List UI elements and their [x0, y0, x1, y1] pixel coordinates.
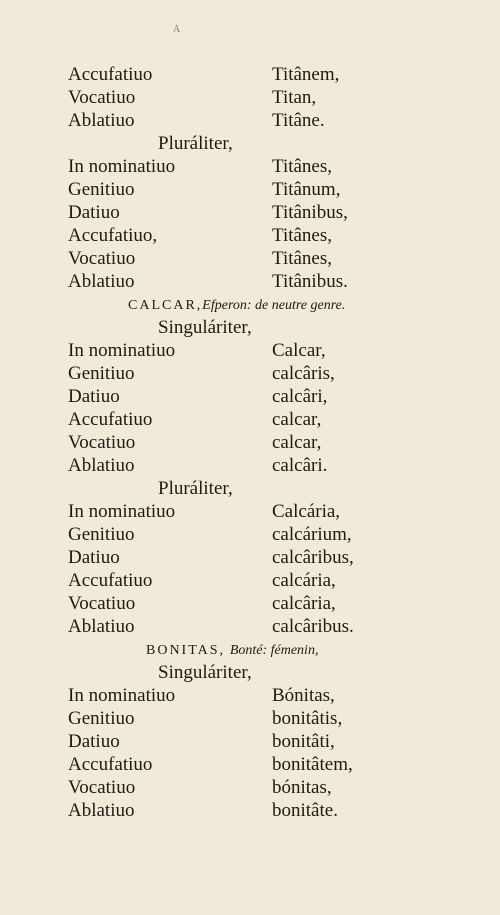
case-form: bonitâtem,: [272, 754, 353, 775]
case-form: Titânem,: [272, 64, 340, 85]
case-name: In nominatiuo: [68, 685, 176, 706]
case-form: Titânes,: [272, 156, 333, 177]
case-name: Ablatiuo: [68, 616, 135, 637]
case-form: Titânibus.: [272, 271, 348, 292]
case-name: Ablatiuo: [68, 455, 135, 476]
number-heading-singulariter: Singuláriter,: [158, 317, 252, 338]
case-form: Titâne.: [272, 110, 325, 131]
case-name: Genitiuo: [68, 708, 135, 729]
case-form: calcâris,: [272, 363, 335, 384]
declension-row: [0, 247, 500, 270]
case-form: Calcária,: [272, 501, 341, 522]
noun-heading-bonitas: [146, 640, 318, 661]
case-name: Vocatiuo: [68, 87, 136, 108]
number-heading-pluraliter: Pluráliter,: [158, 478, 233, 499]
declension-row: [0, 523, 500, 546]
declension-row: [0, 592, 500, 615]
declension-row: [0, 155, 500, 178]
declension-row: [0, 546, 500, 569]
case-form: bonitâtis,: [272, 708, 343, 729]
headword: BONITAS,: [146, 643, 226, 658]
case-name: Accufatiuo: [68, 754, 153, 775]
case-name: Ablatiuo: [68, 271, 135, 292]
headword-gloss: Bonté: fémenin,: [229, 643, 319, 658]
case-form: calcária,: [272, 570, 336, 591]
declension-row: [0, 730, 500, 753]
case-name: Accufatiuo: [68, 64, 153, 85]
declension-row: [0, 569, 500, 592]
case-form: calcâribus.: [272, 616, 354, 637]
case-form: bonitâte.: [272, 800, 338, 821]
declension-row: [0, 776, 500, 799]
case-name: Datiuo: [68, 731, 120, 752]
declension-row: [0, 178, 500, 201]
declension-row: [0, 707, 500, 730]
noun-heading-calcar: [128, 295, 345, 316]
case-name: Genitiuo: [68, 179, 135, 200]
case-form: Bónitas,: [272, 685, 335, 706]
declension-row: [0, 500, 500, 523]
case-name: Genitiuo: [68, 363, 135, 384]
case-form: calcâria,: [272, 593, 336, 614]
case-name: In nominatiuo: [68, 156, 176, 177]
case-form: Titan,: [272, 87, 317, 108]
case-form: Titânes,: [272, 248, 333, 269]
declension-row: [0, 454, 500, 477]
declension-row: [0, 684, 500, 707]
declension-row: [0, 270, 500, 293]
headword-gloss: Efperon: de neutre genre.: [202, 298, 346, 313]
case-form: calcâri,: [272, 386, 328, 407]
case-form: bonitâti,: [272, 731, 335, 752]
case-name: In nominatiuo: [68, 501, 176, 522]
page-signature-mark: A: [173, 24, 181, 35]
case-name: Genitiuo: [68, 524, 135, 545]
case-name: Accufatiuo: [68, 570, 153, 591]
declension-row: [0, 362, 500, 385]
declension-row: [0, 408, 500, 431]
declension-row: [0, 86, 500, 109]
declension-row: [0, 799, 500, 822]
declension-row: [0, 753, 500, 776]
case-name: Vocatiuo: [68, 777, 136, 798]
case-form: Titânum,: [272, 179, 341, 200]
headword: CALCAR,: [128, 298, 203, 313]
number-heading-pluraliter: Pluráliter,: [158, 133, 233, 154]
case-form: calcâribus,: [272, 547, 354, 568]
case-name: Ablatiuo: [68, 110, 135, 131]
case-form: bónitas,: [272, 777, 332, 798]
case-name: Ablatiuo: [68, 800, 135, 821]
declension-row: [0, 201, 500, 224]
case-name: Vocatiuo: [68, 248, 136, 269]
case-name: Vocatiuo: [68, 593, 136, 614]
case-form: Calcar,: [272, 340, 326, 361]
case-form: Titânibus,: [272, 202, 348, 223]
case-form: calcar,: [272, 432, 322, 453]
case-form: calcâri.: [272, 455, 328, 476]
case-name: Datiuo: [68, 202, 120, 223]
case-form: Titânes,: [272, 225, 333, 246]
declension-row: [0, 63, 500, 86]
case-name: Datiuo: [68, 386, 120, 407]
declension-row: [0, 431, 500, 454]
case-name: Accufatiuo,: [68, 225, 158, 246]
declension-row: [0, 385, 500, 408]
case-name: Datiuo: [68, 547, 120, 568]
case-form: calcárium,: [272, 524, 352, 545]
declension-row: [0, 615, 500, 638]
number-heading-singulariter: Singuláriter,: [158, 662, 252, 683]
declension-row: [0, 109, 500, 132]
case-form: calcar,: [272, 409, 322, 430]
declension-row: [0, 224, 500, 247]
case-name: Vocatiuo: [68, 432, 136, 453]
case-name: Accufatiuo: [68, 409, 153, 430]
case-name: In nominatiuo: [68, 340, 176, 361]
declension-row: [0, 339, 500, 362]
